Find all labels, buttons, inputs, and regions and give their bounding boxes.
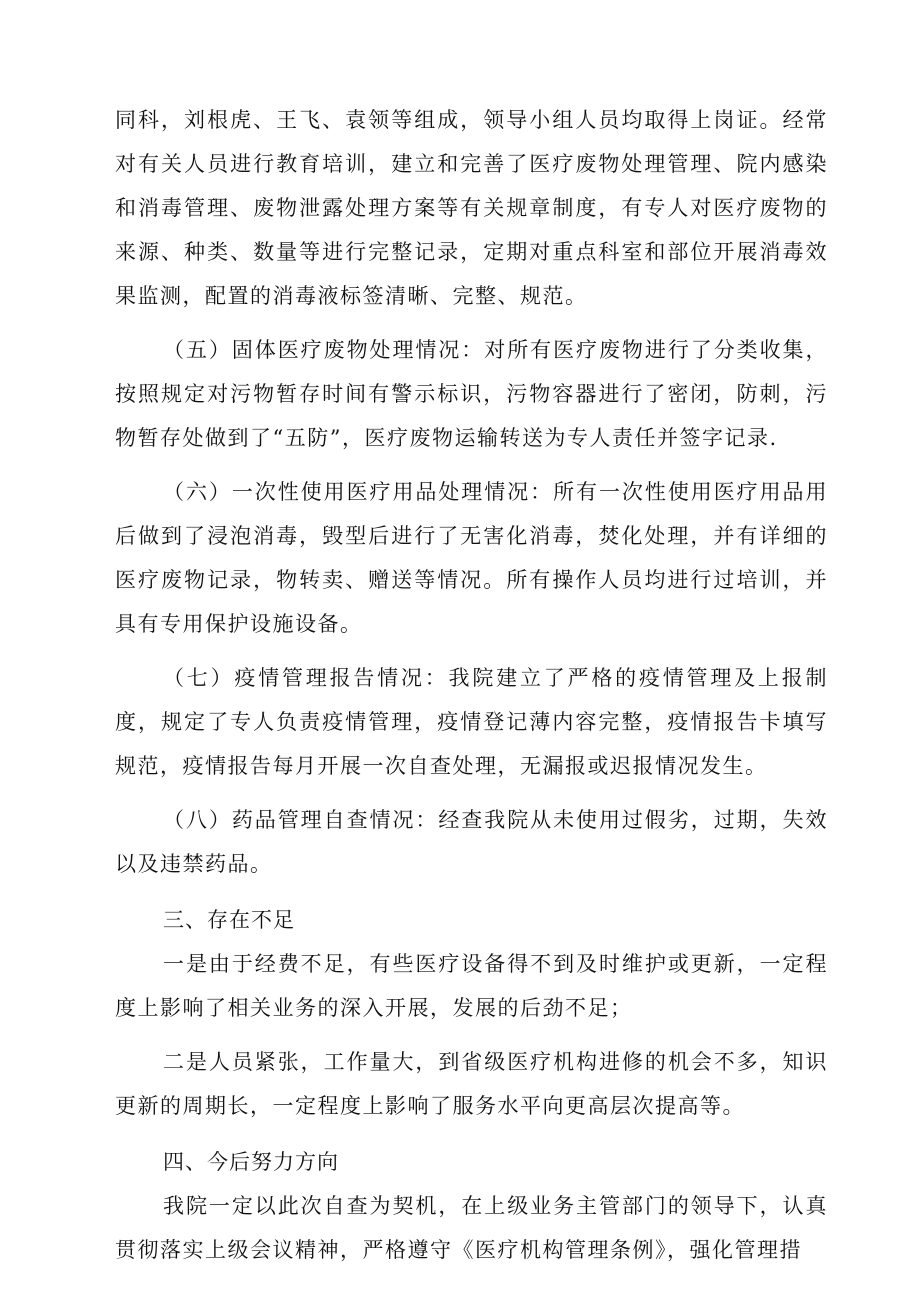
paragraph-future-direction: 我院一定以此次自查为契机，在上级业务主管部门的领导下，认真贯彻落实上级会议精神，严格遵守《医疗机构管理条例》，强化管理措 <box>115 1194 828 1262</box>
paragraph-shortcoming-staffing: 二是人员紧张，工作量大，到省级医疗机构进修的机会不多，知识更新的周期长，一定程度上影响了服务水平向更高层次提高等。 <box>115 1050 828 1118</box>
paragraph-solid-waste: （五）固体医疗废物处理情况：对所有医疗废物进行了分类收集，按照规定对污物暂存时间有警示标识，污物容器进行了密闭，防刺，污物暂存处做到了“五防”，医疗废物运输转送为专人责任并签字记录. <box>115 338 828 450</box>
paragraph-shortcoming-funding: 一是由于经费不足，有些医疗设备得不到及时维护或更新，一定程度上影响了相关业务的深入开展，发展的后劲不足； <box>115 952 828 1020</box>
section-heading-shortcomings: 三、存在不足 <box>163 908 295 932</box>
paragraph-epidemic-reporting: （七）疫情管理报告情况：我院建立了严格的疫情管理及上报制度，规定了专人负责疫情管理，疫情登记薄内容完整，疫情报告卡填写规范，疫情报告每月开展一次自查处理，无漏报或迟报情况发生。 <box>115 666 828 778</box>
paragraph-staff-training: 同科，刘根虎、王飞、袁领等组成，领导小组人员均取得上岗证。经常对有关人员进行教育培训，建立和完善了医疗废物处理管理、院内感染和消毒管理、废物泄露处理方案等有关规章制度，有专人对医疗废物的来源、种类、数量等进行完整记录，定期对重点科室和部位开展消毒效果监测，配置的消毒液标签清晰、完整、规范。 <box>115 108 828 308</box>
section-heading-future-direction: 四、今后努力方向 <box>163 1150 339 1174</box>
paragraph-drug-management: （八）药品管理自查情况：经查我院从未使用过假劣，过期，失效以及违禁药品。 <box>115 808 828 876</box>
paragraph-disposable-supplies: （六）一次性使用医疗用品处理情况：所有一次性使用医疗用品用后做到了浸泡消毒，毁型后进行了无害化消毒，焚化处理，并有详细的医疗废物记录，物转卖、赠送等情况。所有操作人员均进行过培训，并具有专用保护设施设备。 <box>115 480 828 636</box>
